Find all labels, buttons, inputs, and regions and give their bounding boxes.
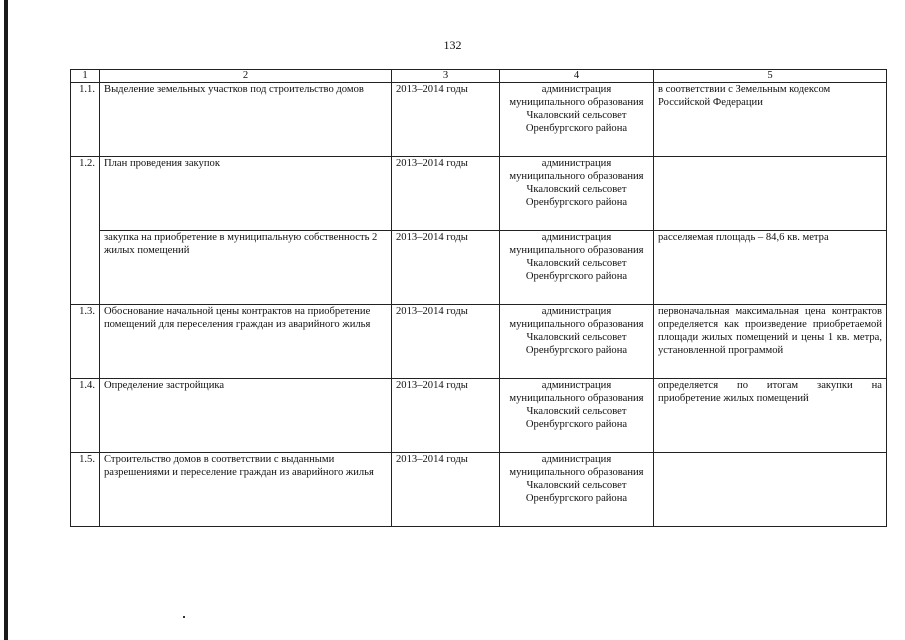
activities-table — [70, 69, 887, 527]
term-cell: 2013–2014 годы — [392, 83, 500, 157]
header-cell-5: 5 — [654, 70, 887, 83]
header-cell-2: 2 — [100, 70, 392, 83]
table-row — [71, 157, 887, 231]
header-cell-4: 4 — [500, 70, 654, 83]
scan-speck — [183, 616, 185, 618]
responsible-cell: администрация муниципального образования Чкаловский сельсовет Оренбургского района — [500, 305, 654, 379]
activity-cell: закупка на приобретение в муниципальную собственность 2 жилых помещений — [100, 231, 392, 305]
row-number — [71, 231, 100, 305]
term-cell: 2013–2014 годы — [392, 231, 500, 305]
activity-cell: Строительство домов в соответствии с выданными разрешениями и переселение граждан из аварийного жилья — [100, 453, 392, 527]
note-cell: первоначальная максимальная цена контрактов определяется как произведение приобретаемой площади жилых помещений и цены 1 кв. метра, установленной программой — [654, 305, 887, 379]
scan-edge-line — [4, 0, 8, 640]
note-cell: расселяемая площадь – 84,6 кв. метра — [654, 231, 887, 305]
row-number: 1.4. — [71, 379, 100, 453]
row-number: 1.1. — [71, 83, 100, 157]
table-row — [71, 379, 887, 453]
activity-cell: Выделение земельных участков под строительство домов — [100, 83, 392, 157]
row-number: 1.2. — [71, 157, 100, 231]
table-row — [71, 83, 887, 157]
row-number: 1.5. — [71, 453, 100, 527]
page-number: 132 — [443, 38, 462, 52]
table-header-row — [71, 70, 887, 83]
note-cell — [654, 453, 887, 527]
table-row — [71, 453, 887, 527]
row-number: 1.3. — [71, 305, 100, 379]
note-cell: определяется по итогам закупки на приобретение жилых помещений — [654, 379, 887, 453]
term-cell: 2013–2014 годы — [392, 453, 500, 527]
table-row — [71, 305, 887, 379]
responsible-cell: администрация муниципального образования Чкаловский сельсовет Оренбургского района — [500, 379, 654, 453]
term-cell: 2013–2014 годы — [392, 379, 500, 453]
activity-cell: План проведения закупок — [100, 157, 392, 231]
responsible-cell: администрация муниципального образования Чкаловский сельсовет Оренбургского района — [500, 231, 654, 305]
responsible-cell: администрация муниципального образования Чкаловский сельсовет Оренбургского района — [500, 453, 654, 527]
note-cell: в соответствии с Земельным кодексом Российской Федерации — [654, 83, 887, 157]
header-cell-3: 3 — [392, 70, 500, 83]
table-row — [71, 231, 887, 305]
activity-cell: Обоснование начальной цены контрактов на приобретение помещений для переселения граждан из аварийного жилья — [100, 305, 392, 379]
term-cell: 2013–2014 годы — [392, 305, 500, 379]
term-cell: 2013–2014 годы — [392, 157, 500, 231]
responsible-cell: администрация муниципального образования Чкаловский сельсовет Оренбургского района — [500, 83, 654, 157]
note-cell — [654, 157, 887, 231]
responsible-cell: администрация муниципального образования Чкаловский сельсовет Оренбургского района — [500, 157, 654, 231]
activity-cell: Определение застройщика — [100, 379, 392, 453]
header-cell-1: 1 — [71, 70, 100, 83]
